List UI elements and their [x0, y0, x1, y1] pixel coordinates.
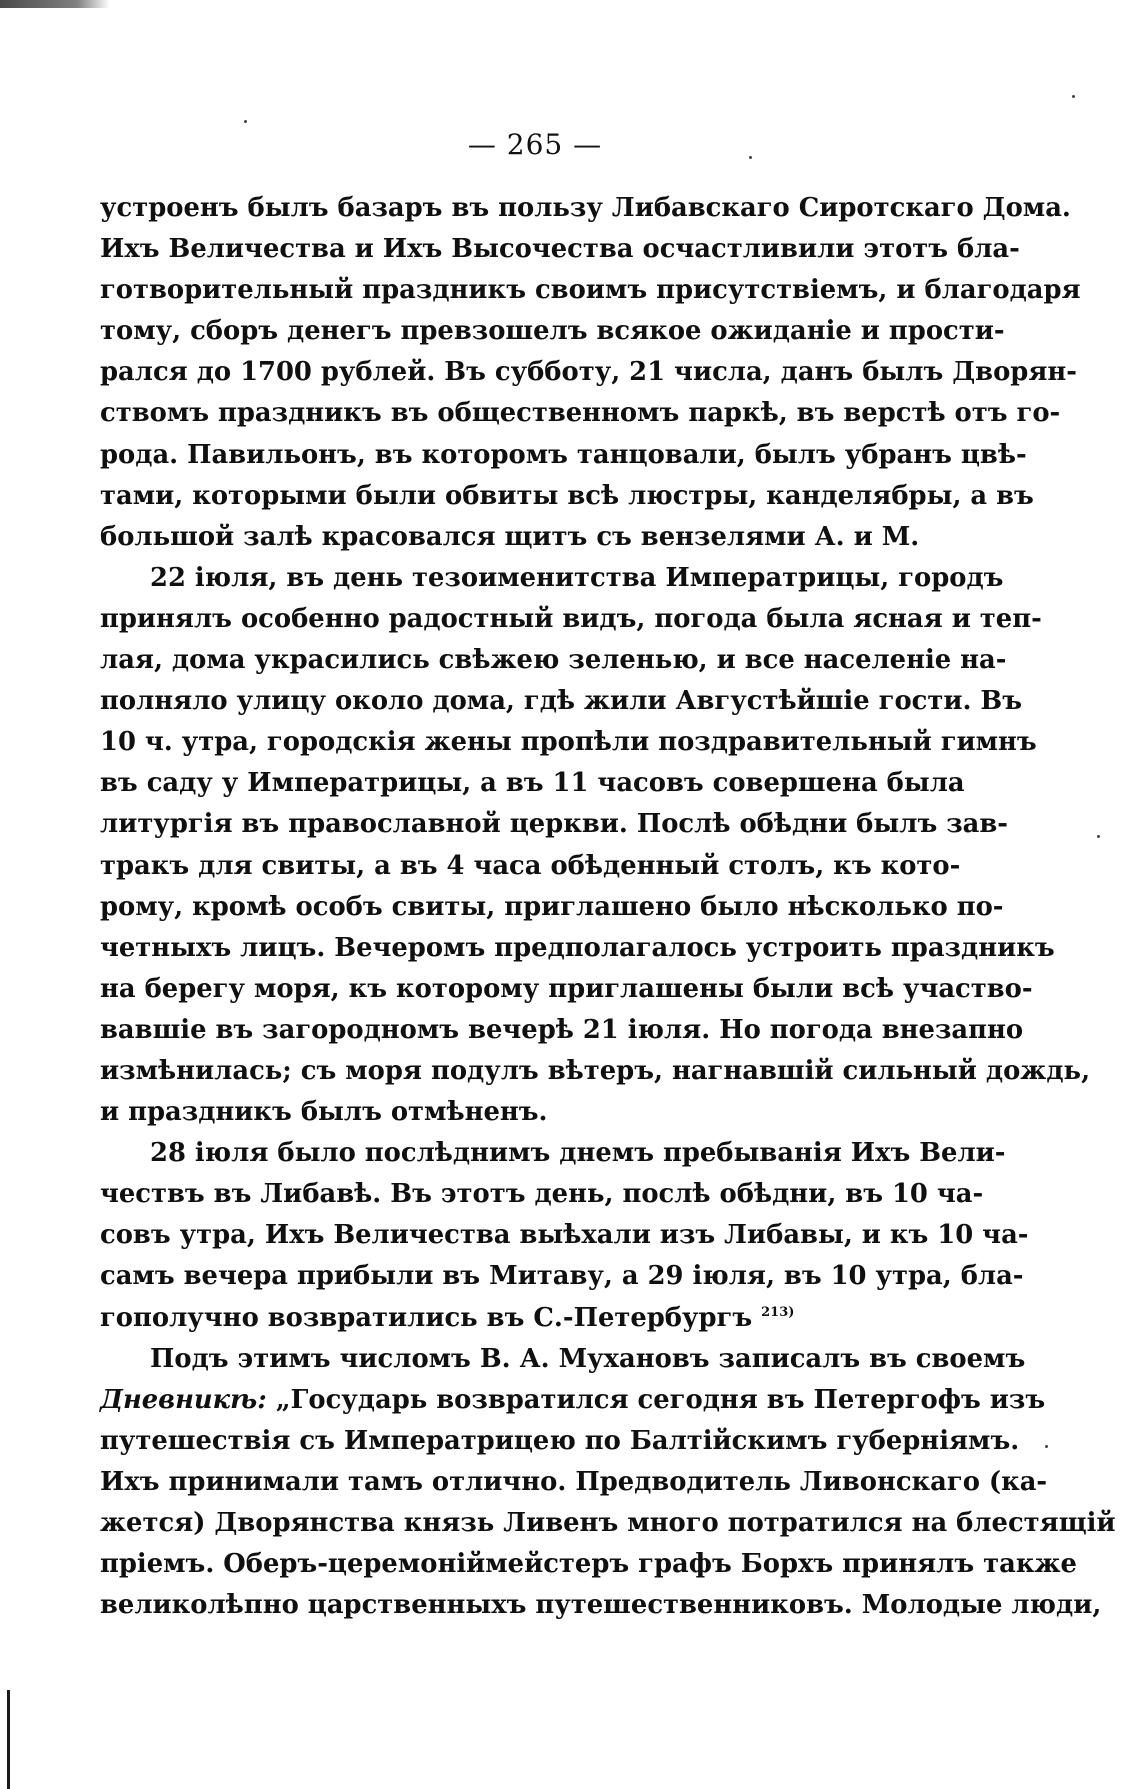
- text-line: принялъ особенно радостный видъ, погода была ясная и теп-: [100, 603, 1042, 634]
- text-line: готворительный праздникъ своимъ присутствіемъ, и благодаря: [100, 275, 1081, 306]
- scan-edge-artifact: [7, 1690, 10, 1789]
- text-line: Подъ этимъ числомъ В. А. Мухановъ записалъ въ своемъ: [150, 1343, 1026, 1374]
- text-line: пріемъ. Оберъ-церемоніймейстеръ графъ Борхъ принялъ также: [100, 1549, 1077, 1580]
- text-line: большой залѣ красовался щитъ съ вензелями А. и М.: [100, 521, 920, 552]
- text-line: измѣнилась; съ моря подулъ вѣтеръ, нагнавшій сильный дождь,: [100, 1055, 1091, 1086]
- text-line: полняло улицу около дома, гдѣ жили Августѣйшіе гости. Въ: [100, 686, 1023, 717]
- text-line: рода. Павильонъ, въ которомъ танцовали, былъ убранъ цвѣ-: [100, 439, 1027, 470]
- scan-speck: [1072, 95, 1075, 98]
- body-text: [100, 188, 1116, 1626]
- text-line: жется) Дворянства князь Ливенъ много потратился на блестящій: [100, 1508, 1116, 1538]
- text-line-content: „Государь возвратился сегодня въ Петергофъ изъ: [275, 1384, 1046, 1415]
- text-line-content: гополучно возвратились въ С.-Петербургъ: [100, 1302, 753, 1333]
- text-line: литургія въ православной церкви. Послѣ обѣдни былъ зав-: [100, 809, 1009, 840]
- text-line: 22 іюля, въ день тезоименитства Императрицы, городъ: [150, 562, 1004, 593]
- text-line: на берегу моря, къ которому приглашены были всѣ участво-: [100, 973, 1033, 1004]
- scan-speck: [1097, 835, 1100, 838]
- text-line: вавшіе въ загородномъ вечерѣ 21 іюля. Но погода внезапно: [100, 1014, 1024, 1045]
- text-line: великолѣпно царственныхъ путешественниковъ. Молодые люди,: [100, 1590, 1102, 1621]
- text-line: самъ вечера прибыли въ Митаву, а 29 іюля, въ 10 утра, бла-: [100, 1261, 1024, 1292]
- text-line: рался до 1700 рублей. Въ субботу, 21 числа, данъ былъ Дворян-: [100, 357, 1077, 388]
- scan-speck: [1045, 1445, 1048, 1448]
- text-line: въ саду у Императрицы, а въ 11 часовъ совершена была: [100, 768, 965, 799]
- text-line: 10 ч. утра, городскія жены пропѣли поздравительный гимнъ: [100, 727, 1037, 758]
- italic-word: Дневникѣ:: [100, 1384, 267, 1415]
- text-line-with-italic: [100, 1380, 1046, 1421]
- text-line: Ихъ Величества и Ихъ Высочества осчастливили этотъ бла-: [100, 234, 1020, 265]
- text-line: совъ утра, Ихъ Величества выѣхали изъ Либавы, и къ 10 ча-: [100, 1220, 1029, 1251]
- text-line: тракъ для свиты, а въ 4 часа обѣденный столъ, къ кото-: [100, 850, 961, 881]
- text-line: четныхъ лицъ. Вечеромъ предполагалось устроить праздникъ: [100, 932, 1055, 963]
- text-line: лая, дома украсились свѣжею зеленью, и все населеніе на-: [100, 645, 1007, 676]
- text-line: Ихъ принимали тамъ отлично. Предводитель Ливонскаго (ка-: [100, 1466, 1048, 1497]
- footnote-reference: 213): [761, 1304, 795, 1320]
- text-line-with-footnote: [100, 1298, 944, 1339]
- scan-speck: [244, 120, 247, 123]
- text-line: ствомъ праздникъ въ общественномъ паркѣ, въ верстѣ отъ го-: [100, 398, 1061, 429]
- text-line: тому, сборъ денегъ превзошелъ всякое ожиданіе и прости-: [100, 316, 1005, 347]
- text-line: тами, которыми были обвиты всѣ люстры, канделябры, а въ: [100, 480, 1034, 511]
- text-line: рому, кромѣ особъ свиты, приглашено было нѣсколько по-: [100, 891, 1004, 922]
- page-number: — 265 —: [467, 128, 603, 161]
- text-line: чествъ въ Либавѣ. Въ этотъ день, послѣ обѣдни, въ 10 ча-: [100, 1179, 984, 1210]
- text-line: и праздникъ былъ отмѣненъ.: [100, 1097, 548, 1128]
- scan-corner-artifact: [0, 0, 110, 8]
- text-line: 28 іюля было послѣднимъ днемъ пребыванія Ихъ Вели-: [150, 1138, 1006, 1169]
- text-line: путешествія съ Императрицею по Балтійскимъ губерніямъ.: [100, 1425, 1020, 1456]
- text-line: устроенъ былъ базаръ въ пользу Либавскаго Сиротскаго Дома.: [100, 193, 1071, 223]
